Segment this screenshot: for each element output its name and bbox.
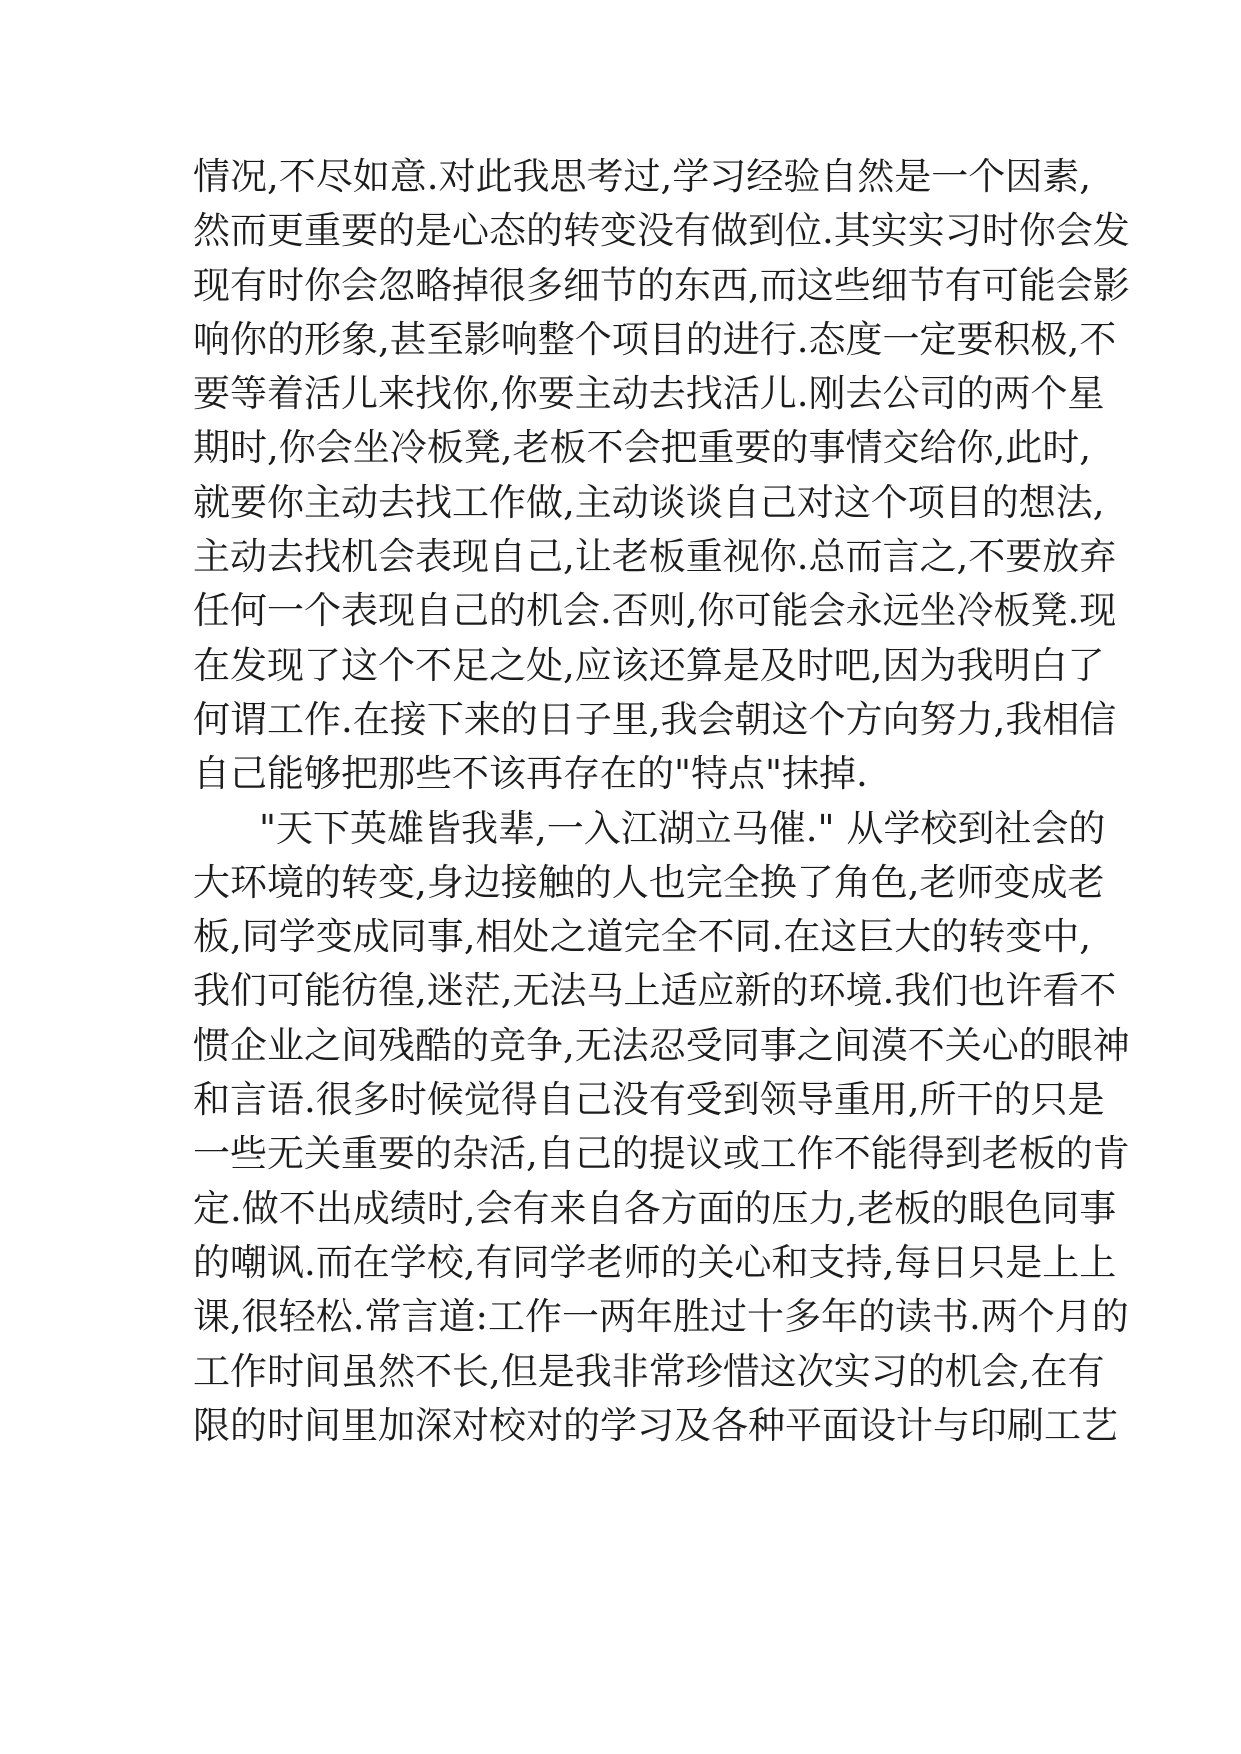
text-line: 一些无关重要的杂活,自己的提议或工作不能得到老板的肯 xyxy=(193,1132,1130,1176)
document-body xyxy=(193,150,1130,1453)
text-line: 在发现了这个不足之处,应该还算是及时吧,因为我明白了 xyxy=(193,643,1105,687)
text-line: 我们可能彷徨,迷茫,无法马上适应新的环境.我们也许看不 xyxy=(193,969,1117,1013)
text-line: 惯企业之间残酷的竞争,无法忍受同事之间漠不关心的眼神 xyxy=(193,1023,1130,1067)
text-line: 然而更重要的是心态的转变没有做到位.其实实习时你会发 xyxy=(193,209,1130,253)
text-line: 和言语.很多时候觉得自己没有受到领导重用,所干的只是 xyxy=(193,1078,1105,1122)
text-line: 定.做不出成绩时,会有来自各方面的压力,老板的眼色同事 xyxy=(193,1186,1117,1230)
text-line: 要等着活儿来找你,你要主动去找活儿.刚去公司的两个星 xyxy=(193,372,1105,416)
text-line: 响你的形象,甚至影响整个项目的进行.态度一定要积极,不 xyxy=(193,317,1117,361)
text-line: 任何一个表现自己的机会.否则,你可能会永远坐冷板凳.现 xyxy=(193,589,1117,633)
paragraph-2 xyxy=(193,802,1130,1454)
text-line: 大环境的转变,身边接触的人也完全换了角色,老师变成老 xyxy=(193,860,1105,904)
text-line: 何谓工作.在接下来的日子里,我会朝这个方向努力,我相信 xyxy=(193,697,1117,741)
text-line: 课,很轻松.常言道:工作一两年胜过十多年的读书.两个月的 xyxy=(193,1295,1129,1339)
text-line: 限的时间里加深对校对的学习及各种平面设计与印刷工艺 xyxy=(193,1403,1118,1447)
text-line: 期时,你会坐冷板凳,老板不会把重要的事情交给你,此时, xyxy=(193,426,1092,470)
text-line: 现有时你会忽略掉很多细节的东西,而这些细节有可能会影 xyxy=(193,263,1130,307)
text-line: 主动去找机会表现自己,让老板重视你.总而言之,不要放弃 xyxy=(193,535,1117,579)
text-line: 板,同学变成同事,相处之道完全不同.在这巨大的转变中, xyxy=(193,915,1092,959)
text-line: 情况,不尽如意.对此我思考过,学习经验自然是一个因素, xyxy=(193,155,1092,198)
text-line: 自己能够把那些不该再存在的"特点"抹掉. xyxy=(193,752,868,796)
text-line: 就要你主动去找工作做,主动谈谈自己对这个项目的想法, xyxy=(193,480,1105,524)
text-line: 的嘲讽.而在学校,有同学老师的关心和支持,每日只是上上 xyxy=(193,1240,1117,1284)
text-line: 工作时间虽然不长,但是我非常珍惜这次实习的机会,在有 xyxy=(193,1349,1105,1393)
text-line: "天下英雄皆我辈,一入江湖立马催." 从学校到社会的 xyxy=(259,806,1106,850)
paragraph-1 xyxy=(193,150,1130,802)
